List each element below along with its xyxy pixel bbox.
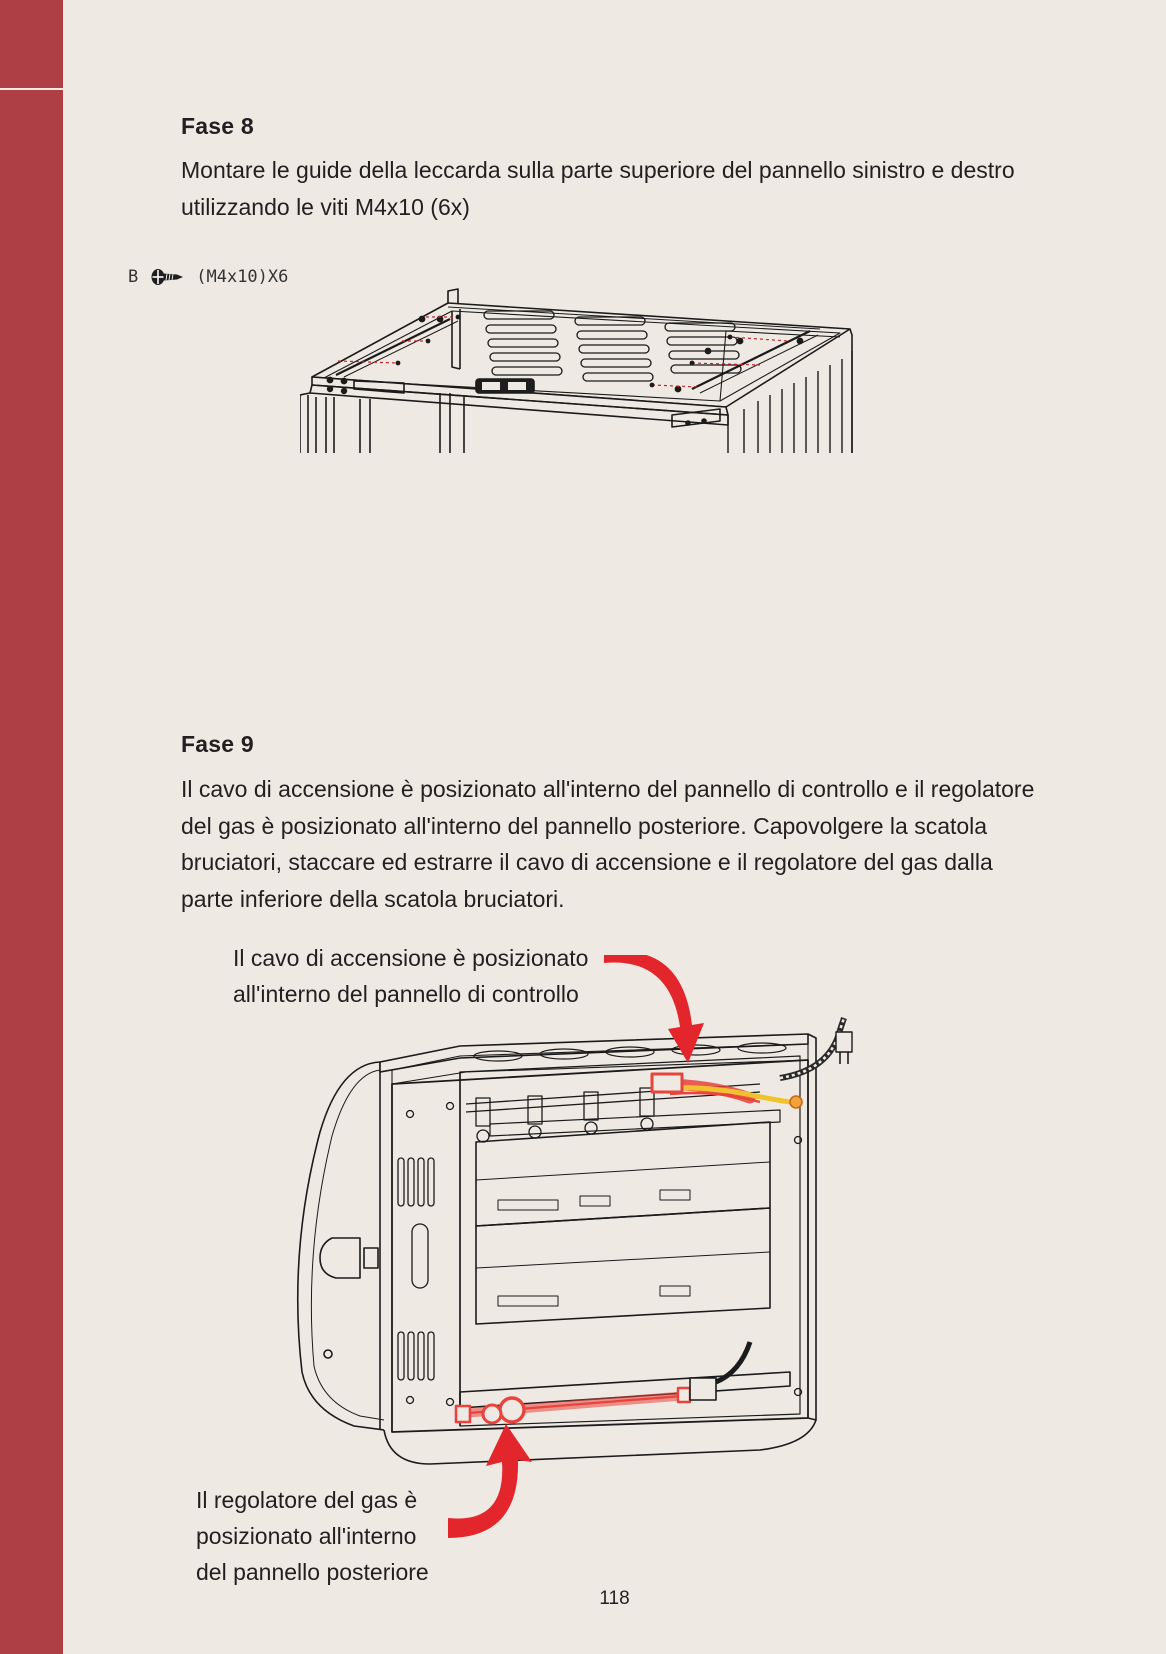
hardware-tag xyxy=(128,264,288,290)
page-number: 118 xyxy=(599,1588,630,1609)
sidebar-band xyxy=(0,0,63,1654)
callout-line: posizionato all'interno xyxy=(196,1523,417,1549)
callout-line: Il regolatore del gas è xyxy=(196,1487,418,1513)
step8-paragraph xyxy=(181,152,1015,225)
burner-box-drawing xyxy=(280,1012,880,1472)
step9-line: parte inferiore della scatola bruciatori. xyxy=(181,885,565,912)
ignition-arrow-icon xyxy=(600,955,710,1075)
regulator-arrow-icon xyxy=(440,1420,540,1540)
part-letter: B xyxy=(128,267,139,287)
step8-line: utilizzando le viti M4x10 (6x) xyxy=(181,193,470,220)
step8-line: Montare le guide della leccarda sulla parte superiore del pannello sinistro e destro xyxy=(181,157,1015,183)
sidebar-rule xyxy=(0,88,63,90)
callout-line: all'interno del pannello di controllo xyxy=(233,981,579,1007)
ignition-cable-callout xyxy=(233,940,588,1012)
step9-paragraph xyxy=(181,771,1034,917)
step9-line: del gas è posizionato all'interno del pannello posteriore. Capovolgere la scatola xyxy=(181,812,988,839)
step9-line: bruciatori, staccare ed estrarre il cavo di accensione e il regolatore del gas dalla xyxy=(181,849,993,875)
drip-tray-guide-drawing xyxy=(300,285,905,460)
part-spec: (M4x10)X6 xyxy=(196,267,289,287)
callout-line: Il cavo di accensione è posizionato xyxy=(233,945,589,971)
step8-heading: Fase 8 xyxy=(181,113,254,139)
screw-icon xyxy=(150,267,184,287)
step9-line: Il cavo di accensione è posizionato all'interno del pannello di controllo e il regolatore xyxy=(181,776,1035,802)
gas-regulator-callout xyxy=(196,1482,429,1590)
callout-line: del pannello posteriore xyxy=(196,1559,429,1585)
step9-heading: Fase 9 xyxy=(181,731,254,757)
